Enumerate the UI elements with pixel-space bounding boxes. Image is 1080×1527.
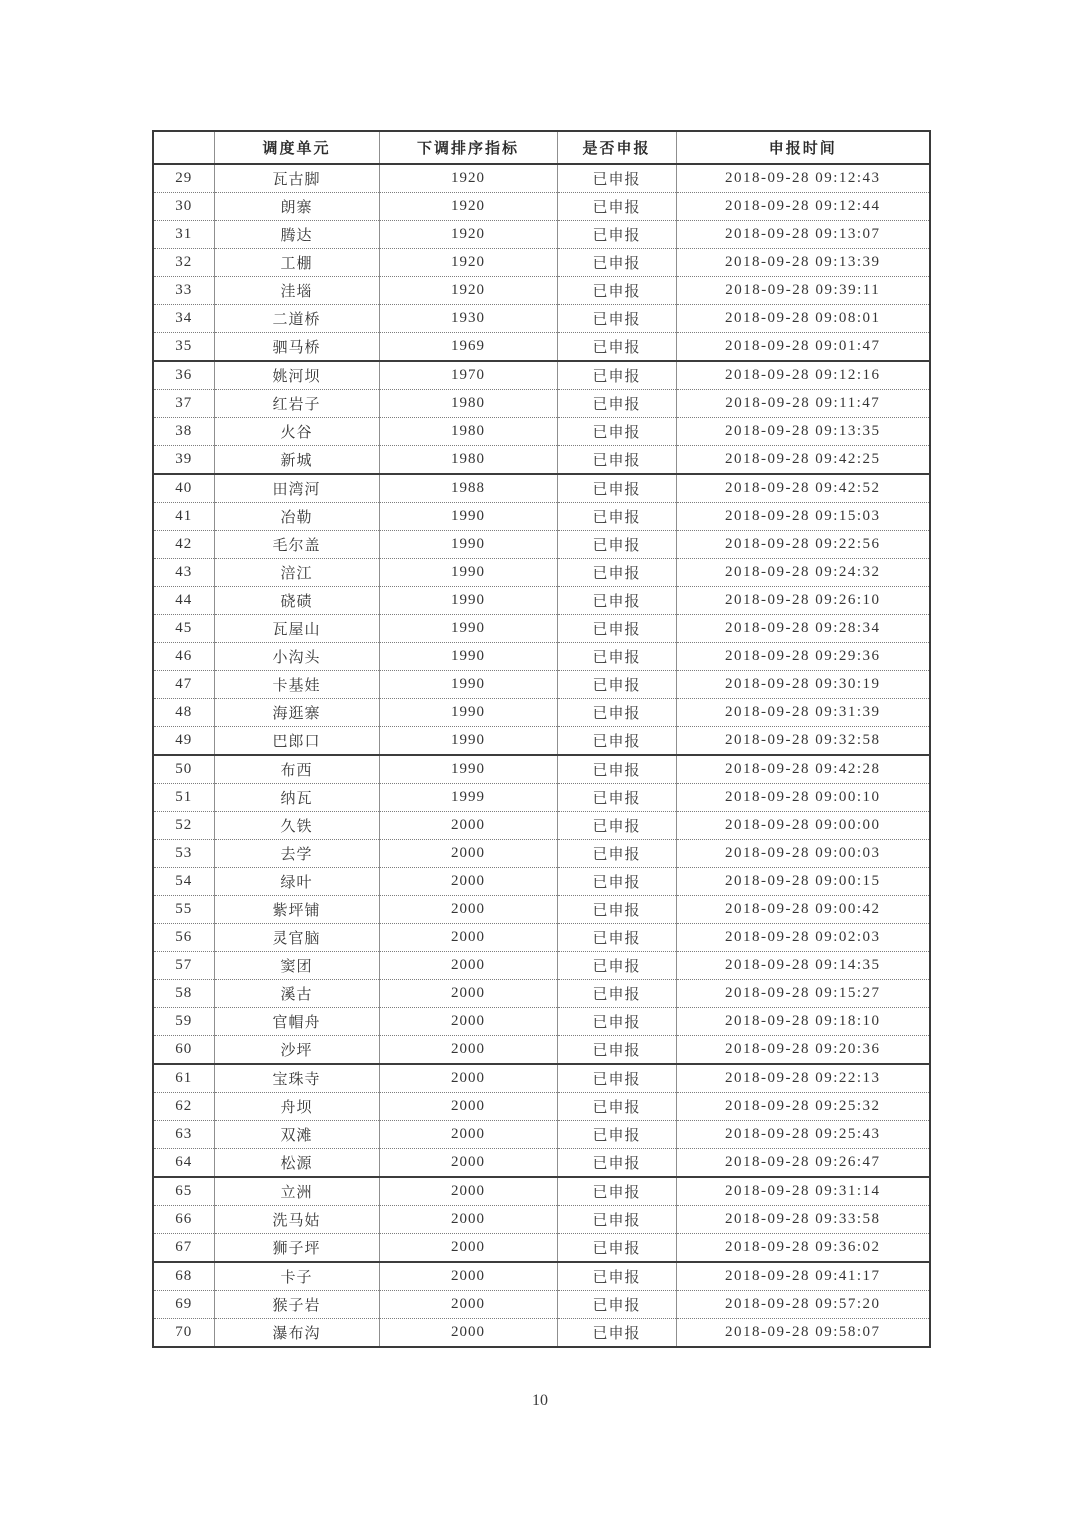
sort-indicator-cell: 2000 — [379, 896, 557, 924]
declaration-time-cell: 2018-09-28 09:36:02 — [676, 1234, 930, 1263]
declared-status-cell: 已申报 — [557, 1008, 676, 1036]
row-number-cell: 70 — [153, 1319, 214, 1348]
declaration-time-cell: 2018-09-28 09:41:17 — [676, 1262, 930, 1291]
sort-indicator-cell: 2000 — [379, 840, 557, 868]
declaration-time-cell: 2018-09-28 09:31:14 — [676, 1177, 930, 1206]
declared-status-cell: 已申报 — [557, 503, 676, 531]
row-number-cell: 62 — [153, 1093, 214, 1121]
table-row — [153, 1093, 930, 1121]
declaration-time-cell: 2018-09-28 09:25:43 — [676, 1121, 930, 1149]
table-row — [153, 221, 930, 249]
row-number-cell: 40 — [153, 474, 214, 503]
declared-status-cell: 已申报 — [557, 980, 676, 1008]
column-header-time: 申报时间 — [676, 131, 930, 164]
sort-indicator-cell: 1920 — [379, 249, 557, 277]
row-number-cell: 49 — [153, 727, 214, 756]
sort-indicator-cell: 2000 — [379, 1319, 557, 1348]
dispatch-unit-cell: 宝珠寺 — [214, 1064, 379, 1093]
dispatch-unit-cell: 窦团 — [214, 952, 379, 980]
sort-indicator-cell: 1990 — [379, 587, 557, 615]
table-row — [153, 418, 930, 446]
row-number-cell: 61 — [153, 1064, 214, 1093]
sort-indicator-cell: 2000 — [379, 952, 557, 980]
dispatch-unit-cell: 狮子坪 — [214, 1234, 379, 1263]
declaration-time-cell: 2018-09-28 09:22:13 — [676, 1064, 930, 1093]
declared-status-cell: 已申报 — [557, 1093, 676, 1121]
sort-indicator-cell: 1920 — [379, 193, 557, 221]
table-row — [153, 1206, 930, 1234]
row-number-cell: 54 — [153, 868, 214, 896]
table-row — [153, 1234, 930, 1263]
sort-indicator-cell: 2000 — [379, 1291, 557, 1319]
dispatch-unit-cell: 海逛寨 — [214, 699, 379, 727]
row-number-cell: 63 — [153, 1121, 214, 1149]
sort-indicator-cell: 1920 — [379, 221, 557, 249]
row-number-cell: 32 — [153, 249, 214, 277]
row-number-cell: 50 — [153, 755, 214, 784]
declaration-time-cell: 2018-09-28 09:42:28 — [676, 755, 930, 784]
sort-indicator-cell: 2000 — [379, 1206, 557, 1234]
declaration-time-cell: 2018-09-28 09:01:47 — [676, 333, 930, 362]
dispatch-unit-cell: 瓦古脚 — [214, 164, 379, 193]
declaration-time-cell: 2018-09-28 09:58:07 — [676, 1319, 930, 1348]
table-row — [153, 587, 930, 615]
declared-status-cell: 已申报 — [557, 615, 676, 643]
sort-indicator-cell: 1980 — [379, 446, 557, 475]
declaration-time-cell: 2018-09-28 09:33:58 — [676, 1206, 930, 1234]
row-number-cell: 48 — [153, 699, 214, 727]
declared-status-cell: 已申报 — [557, 1319, 676, 1348]
dispatch-unit-cell: 灵官脑 — [214, 924, 379, 952]
table-row — [153, 193, 930, 221]
table-row — [153, 727, 930, 756]
row-number-cell: 65 — [153, 1177, 214, 1206]
table-row — [153, 699, 930, 727]
dispatch-unit-cell: 瓦屋山 — [214, 615, 379, 643]
sort-indicator-cell: 1969 — [379, 333, 557, 362]
dispatch-unit-cell: 沙坪 — [214, 1036, 379, 1065]
table-row — [153, 643, 930, 671]
dispatch-unit-cell: 猴子岩 — [214, 1291, 379, 1319]
declared-status-cell: 已申报 — [557, 896, 676, 924]
declaration-time-cell: 2018-09-28 09:00:10 — [676, 784, 930, 812]
sort-indicator-cell: 2000 — [379, 1093, 557, 1121]
declaration-time-cell: 2018-09-28 09:11:47 — [676, 390, 930, 418]
declaration-time-cell: 2018-09-28 09:00:03 — [676, 840, 930, 868]
sort-indicator-cell: 1920 — [379, 164, 557, 193]
row-number-cell: 55 — [153, 896, 214, 924]
declaration-time-cell: 2018-09-28 09:24:32 — [676, 559, 930, 587]
row-number-cell: 36 — [153, 361, 214, 390]
declaration-time-cell: 2018-09-28 09:42:25 — [676, 446, 930, 475]
sort-indicator-cell: 1930 — [379, 305, 557, 333]
declared-status-cell: 已申报 — [557, 559, 676, 587]
sort-indicator-cell: 2000 — [379, 812, 557, 840]
row-number-cell: 44 — [153, 587, 214, 615]
sort-indicator-cell: 1980 — [379, 390, 557, 418]
declaration-time-cell: 2018-09-28 09:29:36 — [676, 643, 930, 671]
declaration-time-cell: 2018-09-28 09:20:36 — [676, 1036, 930, 1065]
sort-indicator-cell: 1990 — [379, 615, 557, 643]
row-number-cell: 67 — [153, 1234, 214, 1263]
sort-indicator-cell: 2000 — [379, 1149, 557, 1178]
declaration-time-cell: 2018-09-28 09:26:47 — [676, 1149, 930, 1178]
page-number: 10 — [532, 1392, 548, 1409]
declared-status-cell: 已申报 — [557, 812, 676, 840]
declared-status-cell: 已申报 — [557, 1064, 676, 1093]
sort-indicator-cell: 1990 — [379, 559, 557, 587]
sort-indicator-cell: 2000 — [379, 1262, 557, 1291]
table-row — [153, 503, 930, 531]
sort-indicator-cell: 1999 — [379, 784, 557, 812]
row-number-cell: 58 — [153, 980, 214, 1008]
table-row — [153, 1064, 930, 1093]
row-number-cell: 52 — [153, 812, 214, 840]
table-row — [153, 840, 930, 868]
dispatch-unit-cell: 卡子 — [214, 1262, 379, 1291]
dispatch-unit-cell: 紫坪铺 — [214, 896, 379, 924]
declared-status-cell: 已申报 — [557, 1121, 676, 1149]
sort-indicator-cell: 2000 — [379, 868, 557, 896]
declaration-time-cell: 2018-09-28 09:08:01 — [676, 305, 930, 333]
table-row — [153, 671, 930, 699]
declared-status-cell: 已申报 — [557, 418, 676, 446]
table-row — [153, 812, 930, 840]
declared-status-cell: 已申报 — [557, 1291, 676, 1319]
declared-status-cell: 已申报 — [557, 1206, 676, 1234]
table-row — [153, 868, 930, 896]
declaration-time-cell: 2018-09-28 09:15:03 — [676, 503, 930, 531]
declaration-time-cell: 2018-09-28 09:39:11 — [676, 277, 930, 305]
declared-status-cell: 已申报 — [557, 361, 676, 390]
declared-status-cell: 已申报 — [557, 1149, 676, 1178]
row-number-cell: 69 — [153, 1291, 214, 1319]
declared-status-cell: 已申报 — [557, 531, 676, 559]
declaration-time-cell: 2018-09-28 09:02:03 — [676, 924, 930, 952]
row-number-cell: 60 — [153, 1036, 214, 1065]
declared-status-cell: 已申报 — [557, 277, 676, 305]
table-row — [153, 615, 930, 643]
table-row — [153, 277, 930, 305]
declared-status-cell: 已申报 — [557, 671, 676, 699]
declared-status-cell: 已申报 — [557, 221, 676, 249]
table-row — [153, 952, 930, 980]
dispatch-unit-cell: 涪江 — [214, 559, 379, 587]
row-number-cell: 37 — [153, 390, 214, 418]
table-row — [153, 474, 930, 503]
table-row — [153, 305, 930, 333]
dispatch-unit-cell: 纳瓦 — [214, 784, 379, 812]
dispatch-declaration-table — [152, 130, 931, 1348]
column-header-declared: 是否申报 — [557, 131, 676, 164]
table-row — [153, 1262, 930, 1291]
table-row — [153, 164, 930, 193]
column-header-indicator: 下调排序指标 — [379, 131, 557, 164]
declared-status-cell: 已申报 — [557, 784, 676, 812]
dispatch-unit-cell: 松源 — [214, 1149, 379, 1178]
row-number-cell: 46 — [153, 643, 214, 671]
dispatch-unit-cell: 绿叶 — [214, 868, 379, 896]
declared-status-cell: 已申报 — [557, 446, 676, 475]
declared-status-cell: 已申报 — [557, 1036, 676, 1065]
sort-indicator-cell: 1990 — [379, 643, 557, 671]
dispatch-unit-cell: 驷马桥 — [214, 333, 379, 362]
declared-status-cell: 已申报 — [557, 868, 676, 896]
row-number-cell: 66 — [153, 1206, 214, 1234]
sort-indicator-cell: 1990 — [379, 699, 557, 727]
table-row — [153, 755, 930, 784]
row-number-cell: 34 — [153, 305, 214, 333]
dispatch-unit-cell: 舟坝 — [214, 1093, 379, 1121]
declaration-time-cell: 2018-09-28 09:00:42 — [676, 896, 930, 924]
declared-status-cell: 已申报 — [557, 333, 676, 362]
table-row — [153, 1036, 930, 1065]
sort-indicator-cell: 1990 — [379, 755, 557, 784]
declared-status-cell: 已申报 — [557, 390, 676, 418]
table-row — [153, 1291, 930, 1319]
sort-indicator-cell: 1980 — [379, 418, 557, 446]
declaration-time-cell: 2018-09-28 09:12:16 — [676, 361, 930, 390]
row-number-cell: 59 — [153, 1008, 214, 1036]
dispatch-unit-cell: 小沟头 — [214, 643, 379, 671]
column-header-index — [153, 131, 214, 164]
dispatch-unit-cell: 毛尔盖 — [214, 531, 379, 559]
dispatch-unit-cell: 朗寨 — [214, 193, 379, 221]
declared-status-cell: 已申报 — [557, 193, 676, 221]
dispatch-unit-cell: 溪古 — [214, 980, 379, 1008]
dispatch-unit-cell: 去学 — [214, 840, 379, 868]
table-header-row — [153, 131, 930, 164]
declaration-time-cell: 2018-09-28 09:13:07 — [676, 221, 930, 249]
row-number-cell: 41 — [153, 503, 214, 531]
column-header-unit: 调度单元 — [214, 131, 379, 164]
row-number-cell: 68 — [153, 1262, 214, 1291]
declaration-time-cell: 2018-09-28 09:14:35 — [676, 952, 930, 980]
dispatch-unit-cell: 久铁 — [214, 812, 379, 840]
table-row — [153, 390, 930, 418]
row-number-cell: 39 — [153, 446, 214, 475]
row-number-cell: 64 — [153, 1149, 214, 1178]
sort-indicator-cell: 1990 — [379, 503, 557, 531]
sort-indicator-cell: 1970 — [379, 361, 557, 390]
row-number-cell: 57 — [153, 952, 214, 980]
declaration-time-cell: 2018-09-28 09:15:27 — [676, 980, 930, 1008]
dispatch-unit-cell: 红岩子 — [214, 390, 379, 418]
declared-status-cell: 已申报 — [557, 249, 676, 277]
declaration-time-cell: 2018-09-28 09:26:10 — [676, 587, 930, 615]
declared-status-cell: 已申报 — [557, 1262, 676, 1291]
row-number-cell: 31 — [153, 221, 214, 249]
declared-status-cell: 已申报 — [557, 952, 676, 980]
sort-indicator-cell: 2000 — [379, 1177, 557, 1206]
sort-indicator-cell: 2000 — [379, 1008, 557, 1036]
declaration-time-cell: 2018-09-28 09:00:00 — [676, 812, 930, 840]
sort-indicator-cell: 2000 — [379, 1121, 557, 1149]
dispatch-unit-cell: 官帽舟 — [214, 1008, 379, 1036]
dispatch-unit-cell: 瀑布沟 — [214, 1319, 379, 1348]
sort-indicator-cell: 2000 — [379, 980, 557, 1008]
table-row — [153, 784, 930, 812]
table-row — [153, 333, 930, 362]
declaration-time-cell: 2018-09-28 09:30:19 — [676, 671, 930, 699]
sort-indicator-cell: 2000 — [379, 1064, 557, 1093]
declaration-time-cell: 2018-09-28 09:32:58 — [676, 727, 930, 756]
table-row — [153, 1008, 930, 1036]
row-number-cell: 35 — [153, 333, 214, 362]
sort-indicator-cell: 1920 — [379, 277, 557, 305]
declaration-time-cell: 2018-09-28 09:22:56 — [676, 531, 930, 559]
sort-indicator-cell: 2000 — [379, 924, 557, 952]
table-row — [153, 896, 930, 924]
declared-status-cell: 已申报 — [557, 164, 676, 193]
row-number-cell: 56 — [153, 924, 214, 952]
dispatch-unit-cell: 冶勒 — [214, 503, 379, 531]
declaration-time-cell: 2018-09-28 09:25:32 — [676, 1093, 930, 1121]
dispatch-unit-cell: 洼堖 — [214, 277, 379, 305]
declared-status-cell: 已申报 — [557, 474, 676, 503]
row-number-cell: 47 — [153, 671, 214, 699]
sort-indicator-cell: 2000 — [379, 1036, 557, 1065]
dispatch-unit-cell: 硗碛 — [214, 587, 379, 615]
table-row — [153, 446, 930, 475]
table-row — [153, 924, 930, 952]
table-row — [153, 559, 930, 587]
declared-status-cell: 已申报 — [557, 924, 676, 952]
dispatch-unit-cell: 姚河坝 — [214, 361, 379, 390]
row-number-cell: 45 — [153, 615, 214, 643]
declared-status-cell: 已申报 — [557, 305, 676, 333]
declaration-time-cell: 2018-09-28 09:31:39 — [676, 699, 930, 727]
row-number-cell: 53 — [153, 840, 214, 868]
row-number-cell: 38 — [153, 418, 214, 446]
dispatch-unit-cell: 新城 — [214, 446, 379, 475]
sort-indicator-cell: 1990 — [379, 671, 557, 699]
declaration-time-cell: 2018-09-28 09:12:44 — [676, 193, 930, 221]
row-number-cell: 51 — [153, 784, 214, 812]
declaration-time-cell: 2018-09-28 09:42:52 — [676, 474, 930, 503]
dispatch-unit-cell: 洗马姑 — [214, 1206, 379, 1234]
declared-status-cell: 已申报 — [557, 840, 676, 868]
table-row — [153, 249, 930, 277]
dispatch-unit-cell: 腾达 — [214, 221, 379, 249]
declaration-time-cell: 2018-09-28 09:57:20 — [676, 1291, 930, 1319]
declaration-time-cell: 2018-09-28 09:12:43 — [676, 164, 930, 193]
declared-status-cell: 已申报 — [557, 755, 676, 784]
declared-status-cell: 已申报 — [557, 727, 676, 756]
dispatch-unit-cell: 田湾河 — [214, 474, 379, 503]
declared-status-cell: 已申报 — [557, 587, 676, 615]
declaration-time-cell: 2018-09-28 09:13:39 — [676, 249, 930, 277]
sort-indicator-cell: 1990 — [379, 531, 557, 559]
sort-indicator-cell: 2000 — [379, 1234, 557, 1263]
declared-status-cell: 已申报 — [557, 699, 676, 727]
row-number-cell: 29 — [153, 164, 214, 193]
dispatch-unit-cell: 立洲 — [214, 1177, 379, 1206]
dispatch-unit-cell: 巴郎口 — [214, 727, 379, 756]
declared-status-cell: 已申报 — [557, 643, 676, 671]
table-row — [153, 1121, 930, 1149]
declaration-time-cell: 2018-09-28 09:13:35 — [676, 418, 930, 446]
dispatch-unit-cell: 卡基娃 — [214, 671, 379, 699]
table-row — [153, 1149, 930, 1178]
table-row — [153, 1319, 930, 1348]
dispatch-unit-cell: 双滩 — [214, 1121, 379, 1149]
dispatch-unit-cell: 工棚 — [214, 249, 379, 277]
declaration-time-cell: 2018-09-28 09:00:15 — [676, 868, 930, 896]
row-number-cell: 42 — [153, 531, 214, 559]
sort-indicator-cell: 1990 — [379, 727, 557, 756]
row-number-cell: 30 — [153, 193, 214, 221]
table-row — [153, 361, 930, 390]
sort-indicator-cell: 1988 — [379, 474, 557, 503]
declared-status-cell: 已申报 — [557, 1177, 676, 1206]
row-number-cell: 33 — [153, 277, 214, 305]
dispatch-unit-cell: 火谷 — [214, 418, 379, 446]
declaration-time-cell: 2018-09-28 09:18:10 — [676, 1008, 930, 1036]
dispatch-unit-cell: 布西 — [214, 755, 379, 784]
table-row — [153, 980, 930, 1008]
table-row — [153, 1177, 930, 1206]
row-number-cell: 43 — [153, 559, 214, 587]
declaration-time-cell: 2018-09-28 09:28:34 — [676, 615, 930, 643]
declared-status-cell: 已申报 — [557, 1234, 676, 1263]
table-row — [153, 531, 930, 559]
dispatch-unit-cell: 二道桥 — [214, 305, 379, 333]
